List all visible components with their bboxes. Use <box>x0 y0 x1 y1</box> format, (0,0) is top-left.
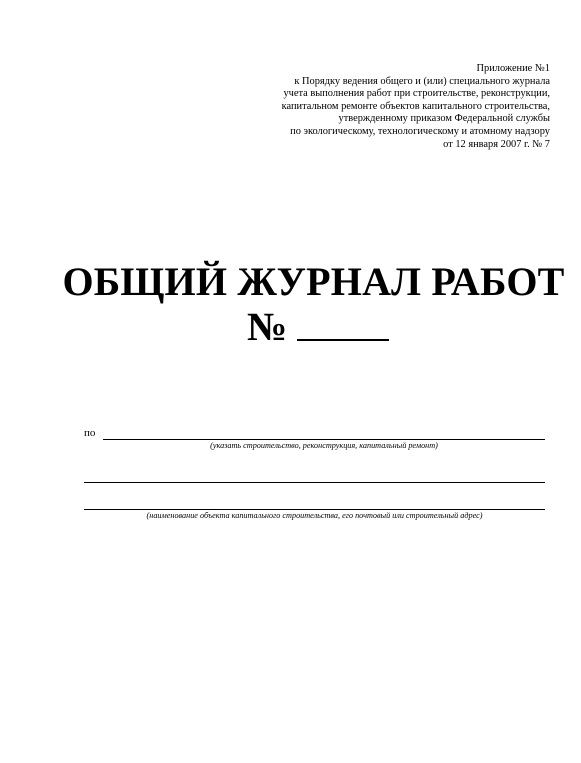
appendix-line-2: к Порядку ведения общего и (или) специального журнала <box>294 75 550 87</box>
appendix-line-1: Приложение №1 <box>476 63 550 74</box>
appendix-line-6: по экологическому, технологическому и атомному надзору <box>290 125 550 137</box>
appendix-line-5: утвержденному приказом Федеральной службы <box>338 113 550 125</box>
object-name-hint: (наименование объекта капитального строительства, его почтовый или строительный адрес) <box>146 511 483 520</box>
work-type-hint: (указать строительство, реконструкция, капитальный ремонт) <box>210 441 438 450</box>
appendix-line-7: от 12 января 2007 г. № 7 <box>443 138 550 150</box>
object-name-field-line-2[interactable] <box>84 509 545 510</box>
appendix-note <box>230 63 550 151</box>
po-label: по <box>84 427 96 439</box>
journal-number <box>247 305 389 349</box>
number-sign: № <box>247 304 288 349</box>
appendix-line-3: учета выполнения работ при строительстве, реконструкции, <box>283 88 550 100</box>
journal-title: ОБЩИЙ ЖУРНАЛ РАБОТ <box>62 259 565 304</box>
appendix-line-4: капитальном ремонте объектов капитального строительства, <box>281 100 550 112</box>
journal-number-field[interactable] <box>297 305 389 341</box>
work-type-field[interactable] <box>103 439 545 440</box>
object-name-field-line-1[interactable] <box>84 482 545 483</box>
